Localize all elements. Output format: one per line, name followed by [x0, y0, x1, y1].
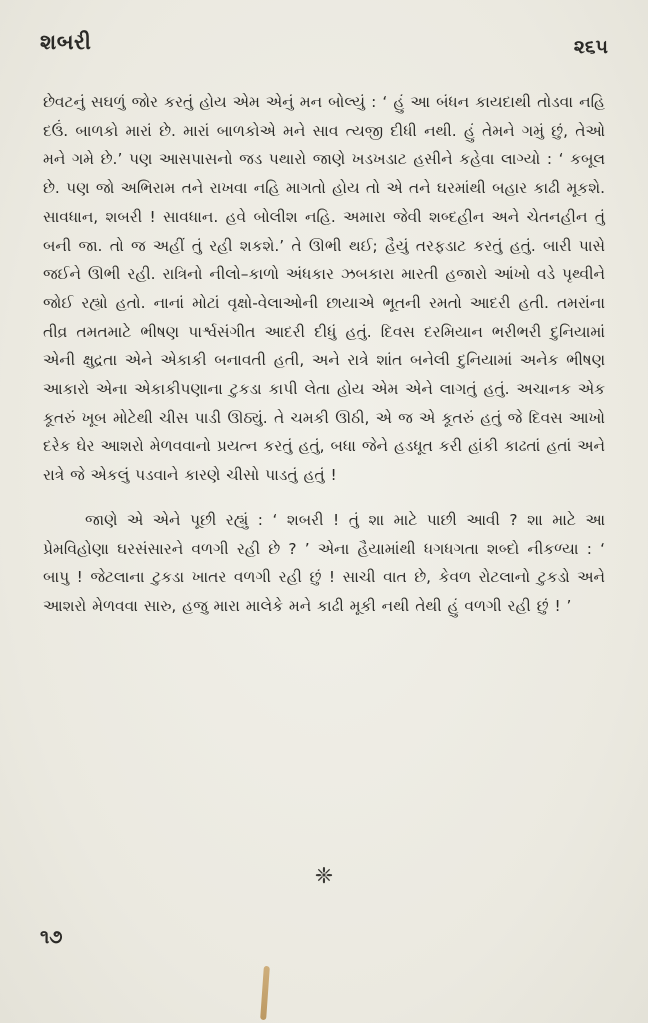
running-title: શબરી — [40, 30, 92, 54]
signature-mark: ૧૭ — [40, 926, 63, 948]
pencil-mark — [260, 966, 270, 1020]
paragraph: જાણે એ એને પૂછી રહ્યું : ‘ શબરી ! તું શા માટે પાછી આવી ? શા માટે આ પ્રેમવિહોણા ઘરસંસારને વળગી રહી છે ? ’ એના હૈયામાંથી ધગધગતા શબ્દો નીકળ્યા : ‘ બાપુ ! જેટલાના ટુકડા ખાતર વળગી રહી છું ! સાચી વાત છે, કેવળ રોટલાનો ટુકડો અને આશરો મેળવવા સારુ, હજુ મારા માલેકે મને કાઢી મૂકી નથી તેથી હું વળગી રહી છું ! ’ — [43, 510, 605, 615]
page-header — [40, 30, 608, 70]
body-text — [43, 88, 605, 621]
page-number: ૨૬૫ — [573, 36, 608, 58]
paragraph: છેવટનું સઘળું જોર કરતું હોય એમ એનું મન બોલ્યું : ‘ હું આ બંધન કાયદાથી તોડવા નહિ દઉં. બાળકો મારાં છે. મારાં બાળકોએ મને સાવ ત્યજી દીધી નથી. હું તેમને ગમું છું, તેઓ મને ગમે છે.’ પણ આસપાસનો જડ પથારો જાણે ખડખડાટ હસીને કહેવા લાગ્યો : ‘ કબૂલ છે. પણ જો અભિરામ તને રાખવા નહિ માગતો હોય તો એ તને ઘરમાંથી બહાર કાઢી મૂકશે. સાવધાન, શબરી ! સાવધાન. હવે બોલીશ નહિ. અમારા જેવી શબ્દહીન અને ચેતનહીન તું બની જા. તો જ અહીં તું રહી શકશે.’ તે ઊભી થઈ; હૈયું તરફડાટ કરતું હતું. બારી પાસે જઈને ઊભી રહી. રાત્રિનો નીલો–કાળો અંધકાર ઝબકારા મારતી હજારો આંખો વડે પૃથ્વીને જોઈ રહ્યો હતો. નાનાં મોટાં વૃક્ષો-વેલાઓની છાયાએ ભૂતની રમતો આદરી હતી. તમરાંના તીવ્ર તમતમાટે ભીષણ પાર્શ્વસંગીત આદરી દીધું હતું. દિવસ દરમિયાન ભરીભરી દુનિયામાં એની ક્ષુદ્રતા એને એકાકી બનાવતી હતી, અને રાત્રે શાંત બનેલી દુનિયામાં અનેક ભીષણ આકારો એના એકાકીપણાના ટુકડા કાપી લેતા હોય એમ એને લાગતું હતું. અચાનક એક કૂતરું ખૂબ મોટેથી ચીસ પાડી ઊઠ્યું. તે ચમકી ઊઠી, એ જ એ કૂતરું હતું જે દિવસ આખો દરેક ઘેર આશરો મેળવવાનો પ્રયત્ન કરતું હતું, બધા જેને હડધૂત કરી હાંકી કાઢતાં હતાં અને રાત્રે જે એકલું પડવાને કારણે ચીસો પાડતું હતું ! — [43, 93, 605, 485]
ornament-divider-icon: ❈ — [314, 864, 334, 889]
